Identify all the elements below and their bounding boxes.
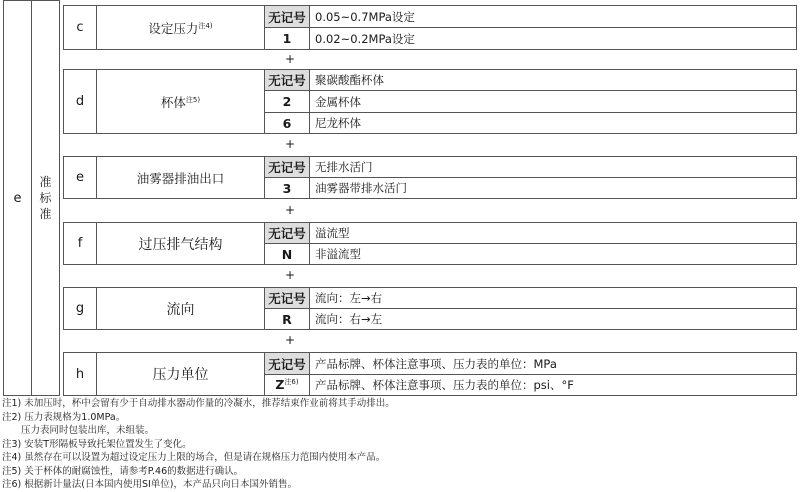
code-cell — [264, 69, 310, 91]
desc: 0.02~0.2MPa设定 — [315, 31, 415, 46]
group-letter-cell — [63, 5, 97, 50]
code: 无记号 — [268, 291, 306, 306]
outer-letter: e — [13, 190, 22, 206]
desc-cell — [309, 222, 797, 244]
desc-cell — [309, 69, 797, 91]
outer-letter-cell — [3, 0, 32, 396]
plus-sign: + — [285, 333, 296, 347]
desc-cell — [309, 352, 797, 375]
group-option-cell — [96, 5, 265, 50]
plus-sign: + — [285, 268, 296, 282]
code: 无记号 — [268, 356, 306, 372]
footnote: 压力表同时包装出库，未组装。 — [2, 425, 155, 436]
desc-cell — [309, 27, 797, 50]
plus-sign: + — [285, 137, 296, 151]
desc: 产品标牌、杯体注意事项、压力表的单位：MPa — [315, 356, 557, 371]
group-option-label: 杯体$^{注5)}$ — [160, 94, 201, 110]
code-cell — [264, 374, 310, 396]
group-letter: f — [77, 236, 83, 251]
code: 无记号 — [268, 160, 306, 175]
footnote: 注3) 安装T形隔板导致托架位置发生了变化。 — [2, 438, 192, 450]
desc-cell — [309, 112, 797, 134]
desc: 产品标牌、杯体注意事项、压力表的单位：psi、°F — [315, 378, 574, 392]
code: 无记号 — [268, 226, 306, 241]
desc-cell — [309, 90, 797, 113]
code-cell — [264, 112, 310, 134]
group-letter-cell — [63, 69, 97, 134]
footnote: 注2) 压力表规格为1.0MPa。 — [2, 411, 126, 423]
group-option-label: 流向 — [166, 301, 195, 318]
desc-cell — [309, 156, 797, 178]
code: 1 — [282, 31, 292, 46]
group-option-label: 设定压力$^{注4)}$ — [148, 20, 213, 36]
code: 3 — [282, 180, 292, 196]
semi-standard-label: 准 标 准 — [39, 175, 52, 221]
desc: 聚碳酸酯杯体 — [315, 73, 384, 87]
desc: 流向：左→右 — [315, 291, 383, 305]
desc: 溢流型 — [315, 226, 350, 240]
desc: 流向：右→左 — [315, 312, 383, 326]
footnote: 注1) 未加压时，杯中会留有少于自动排水器动作量的冷凝水，推荐结束作业前将其手动排出。 — [2, 398, 395, 409]
code-cell — [264, 308, 310, 330]
code: 6 — [282, 115, 292, 131]
group-option-cell — [96, 287, 265, 330]
plus-sign: + — [285, 52, 296, 66]
code-cell — [264, 352, 310, 375]
desc: 0.05~0.7MPa设定 — [315, 9, 415, 24]
code-cell — [264, 243, 310, 265]
group-option-cell — [96, 69, 265, 134]
desc: 金属杯体 — [315, 94, 361, 109]
group-option-cell — [96, 352, 265, 396]
footnotes — [2, 397, 798, 492]
footnote: 注4) 虽然存在可以设置为超过设定压力上限的场合，但是请在规格压力范围内使用本产品。 — [2, 452, 386, 463]
semi-standard-label-cell — [31, 0, 60, 396]
code: 无记号 — [268, 73, 306, 88]
code: 2 — [282, 94, 292, 109]
group-option-cell — [96, 222, 265, 265]
group-letter-cell — [63, 287, 97, 330]
code: $Z^{注6)}$ — [275, 377, 299, 393]
group-letter-cell — [63, 156, 97, 199]
code-cell — [264, 5, 310, 28]
code-cell — [264, 287, 310, 309]
group-option-cell — [96, 156, 265, 199]
footnote: 注5) 关于杯体的耐腐蚀性，请参考P.46的数据进行确认。 — [2, 465, 244, 477]
desc: 无排水活门 — [315, 160, 373, 174]
group-letter: g — [75, 301, 85, 316]
group-option-label: 压力单位 — [152, 367, 209, 383]
plus-sign: + — [285, 203, 296, 217]
desc-cell — [309, 177, 797, 199]
desc: 油雾器带排水活门 — [315, 181, 407, 195]
group-letter-cell — [63, 222, 97, 265]
group-letter: h — [75, 366, 85, 382]
code: N — [281, 246, 293, 262]
group-option-label: 油雾器排油出口 — [136, 170, 225, 186]
desc: 尼龙杯体 — [315, 116, 361, 130]
code-cell — [264, 222, 310, 244]
footnote: 注6) 根据新计量法(日本国内使用SI单位)，本产品只向日本国外销售。 — [2, 479, 298, 490]
group-letter-cell — [63, 352, 97, 396]
code-cell — [264, 90, 310, 113]
group-letter: c — [76, 20, 84, 35]
group-option-label: 过压排气结构 — [138, 236, 223, 253]
desc-cell — [309, 374, 797, 396]
code: R — [282, 311, 292, 327]
code-cell — [264, 156, 310, 178]
desc: 非溢流型 — [315, 247, 361, 261]
code-cell — [264, 27, 310, 50]
group-letter: d — [75, 94, 85, 109]
group-letter: e — [76, 170, 84, 185]
desc-cell — [309, 243, 797, 265]
code: 无记号 — [268, 9, 306, 25]
desc-cell — [309, 5, 797, 28]
desc-cell — [309, 308, 797, 330]
desc-cell — [309, 287, 797, 309]
code-cell — [264, 177, 310, 199]
